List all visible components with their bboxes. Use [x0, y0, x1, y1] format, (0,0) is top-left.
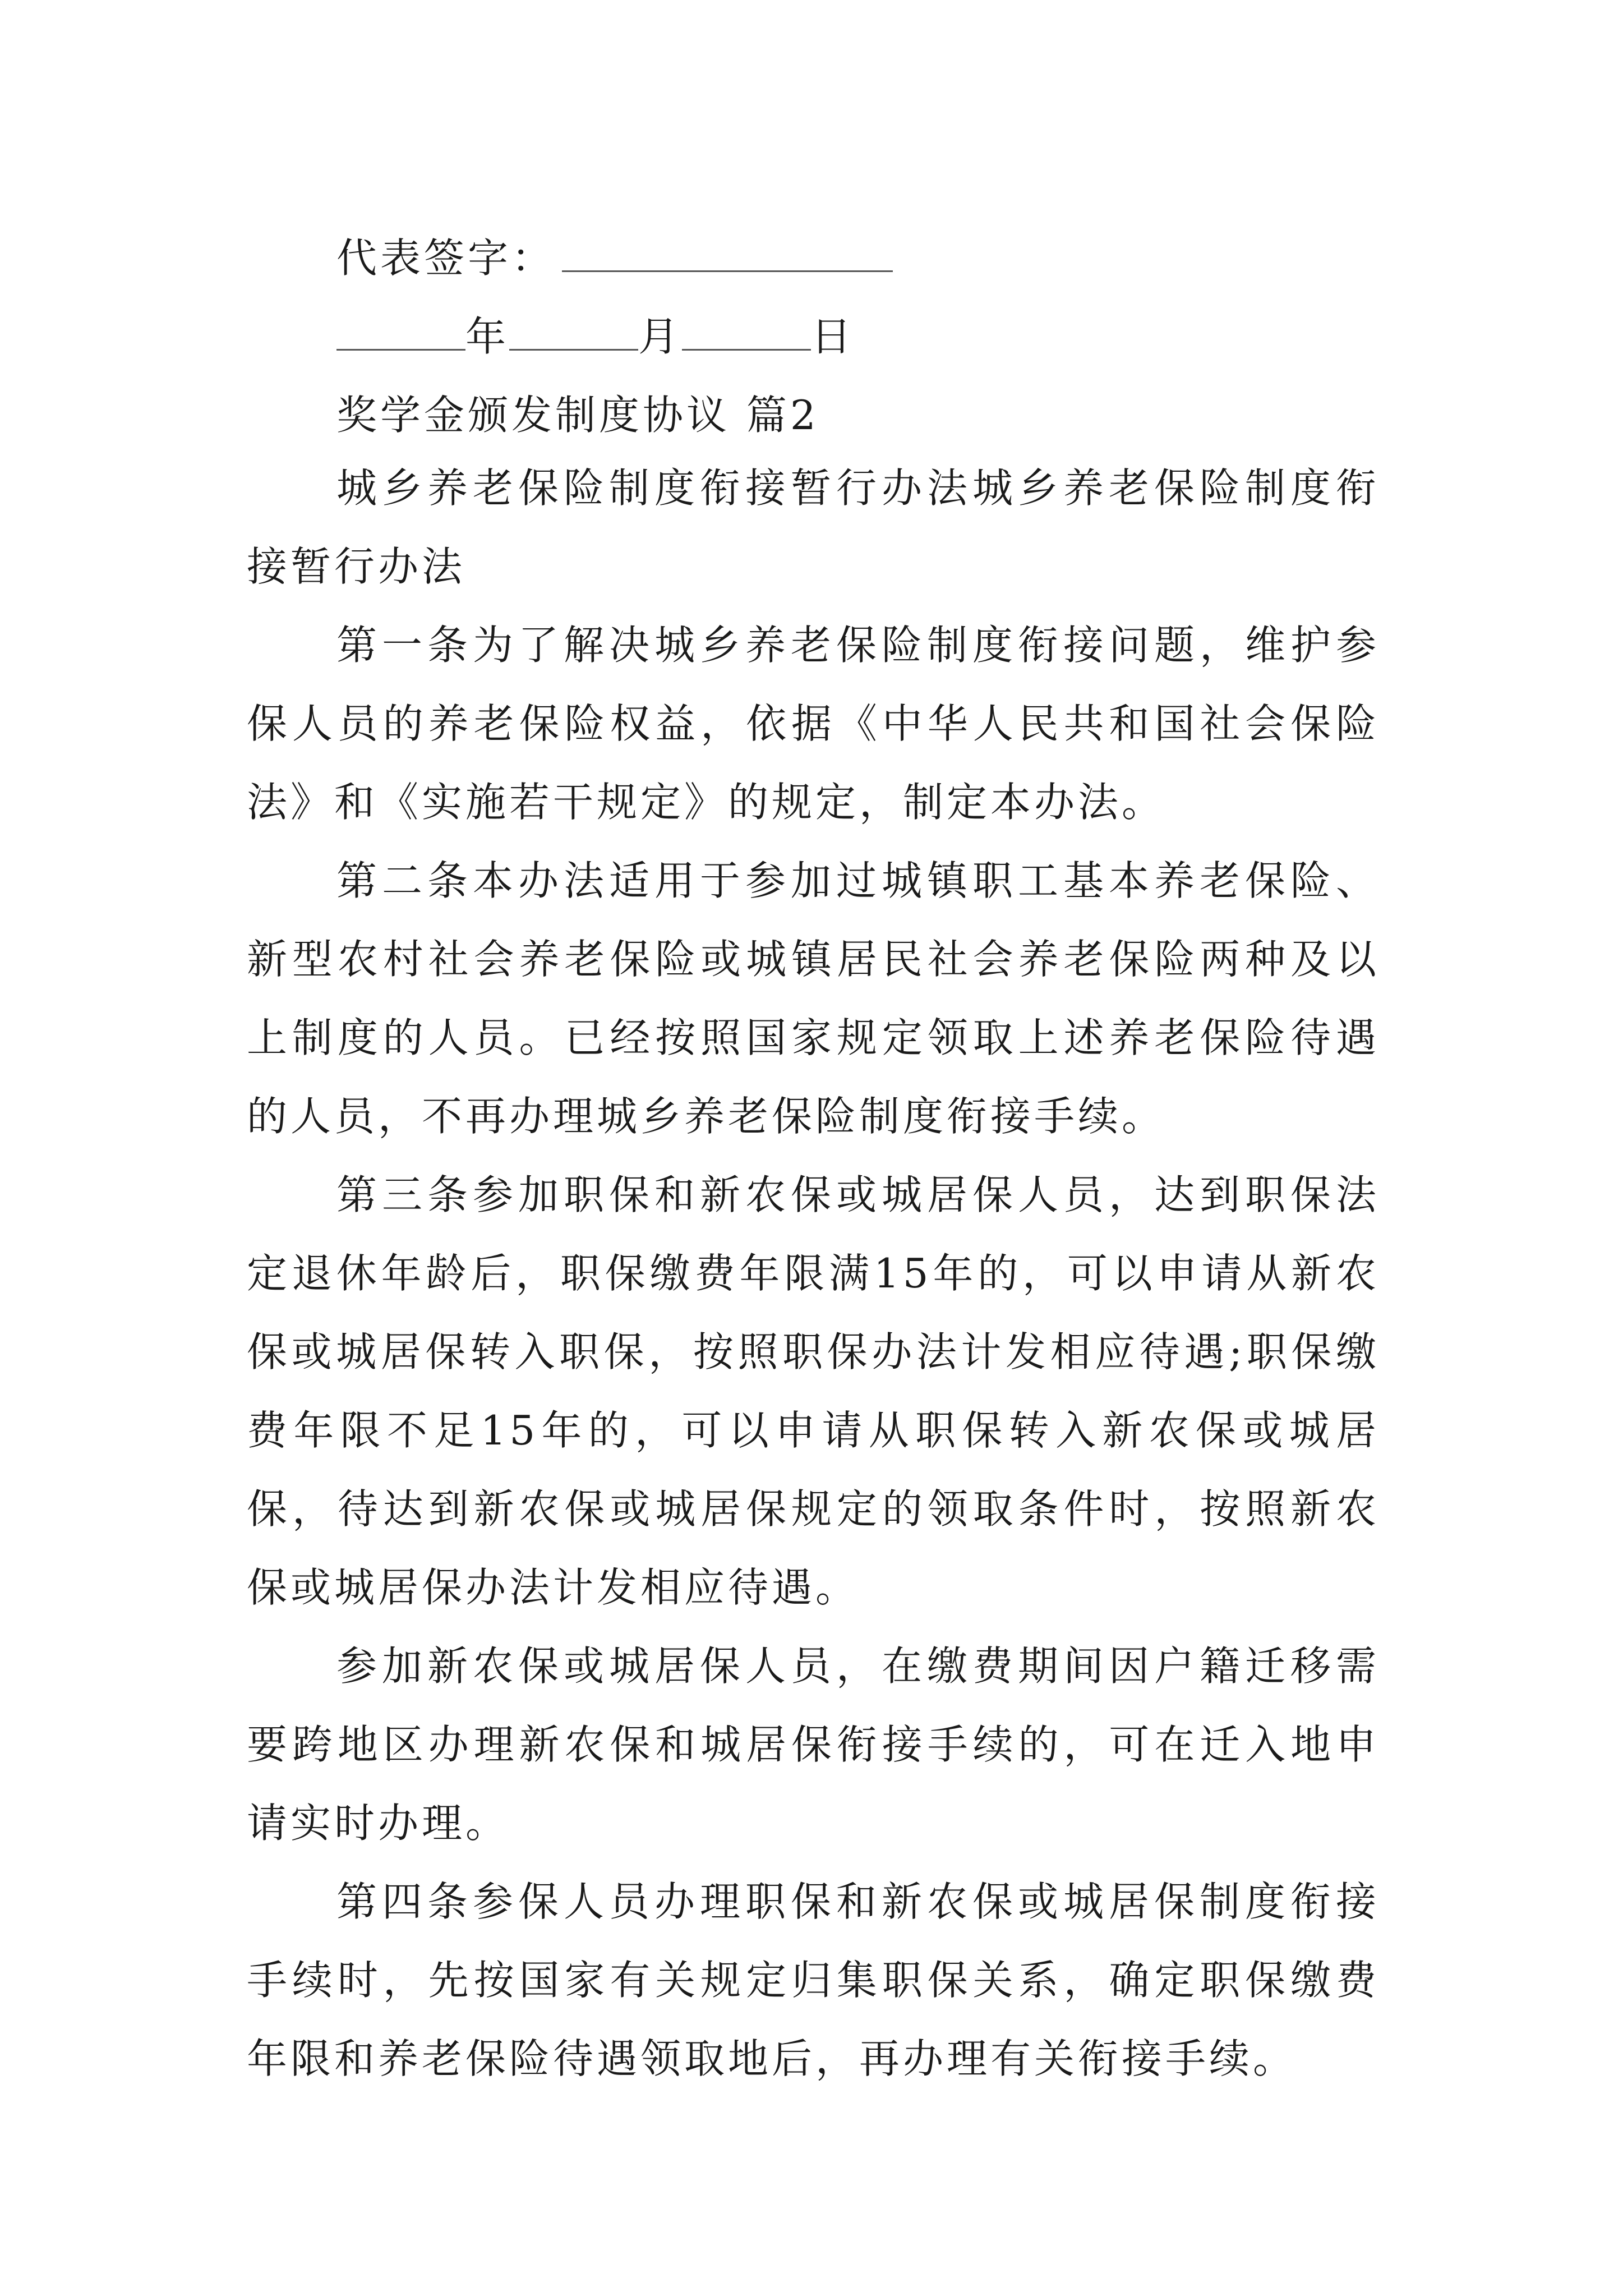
- paragraph-article-3-supplement: 参加新农保或城居保人员，在缴费期间因户籍迁移需要跨地区办理新农保和城居保衔接手续的，可在迁入地申请实时办理。: [247, 1642, 1380, 1847]
- month-blank: [509, 310, 638, 351]
- day-blank: [682, 310, 811, 351]
- signature-blank: [562, 231, 893, 272]
- paragraph-article-3: 第三条参加职保和新农保或城居保人员，达到职保法定退休年龄后，职保缴费年限满15年的，可以申请从新农保或城居保转入职保，按照职保办法计发相应待遇;职保缴费年限不足15年的，可以申请从职保转入新农保或城居保，待达到新农保或城居保规定的领取条件时，按照新农保或城居保办法计发相应待遇。: [247, 1171, 1380, 1611]
- paragraph-article-4: 第四条参保人员办理职保和新农保或城居保制度衔接手续时，先按国家有关规定归集职保关系，确定职保缴费年限和养老保险待遇领取地后，再办理有关衔接手续。: [247, 1878, 1380, 2082]
- section-heading: 奖学金颁发制度协议 篇2: [336, 392, 819, 439]
- year-label: 年: [465, 313, 510, 360]
- paragraph-article-2: 第二条本办法适用于参加过城镇职工基本养老保险、新型农村社会养老保险或城镇居民社会养老保险两种及以上制度的人员。已经按照国家规定领取上述养老保险待遇的人员，不再办理城乡养老保险制度衔接手续。: [247, 857, 1380, 1140]
- paragraph-article-1: 第一条为了解决城乡养老保险制度衔接问题，维护参保人员的养老保险权益，依据《中华人民共和国社会保险法》和《实施若干规定》的规定，制定本办法。: [247, 622, 1380, 826]
- month-label: 月: [638, 313, 683, 360]
- day-label: 日: [811, 313, 855, 360]
- paragraph-title: 城乡养老保险制度衔接暂行办法城乡养老保险制度衔接暂行办法: [247, 464, 1380, 590]
- date-line: [336, 297, 855, 376]
- signature-label: 代表签字：: [336, 234, 556, 282]
- body-text: [247, 449, 1380, 2098]
- year-blank: [336, 310, 465, 351]
- signature-line: [336, 219, 893, 297]
